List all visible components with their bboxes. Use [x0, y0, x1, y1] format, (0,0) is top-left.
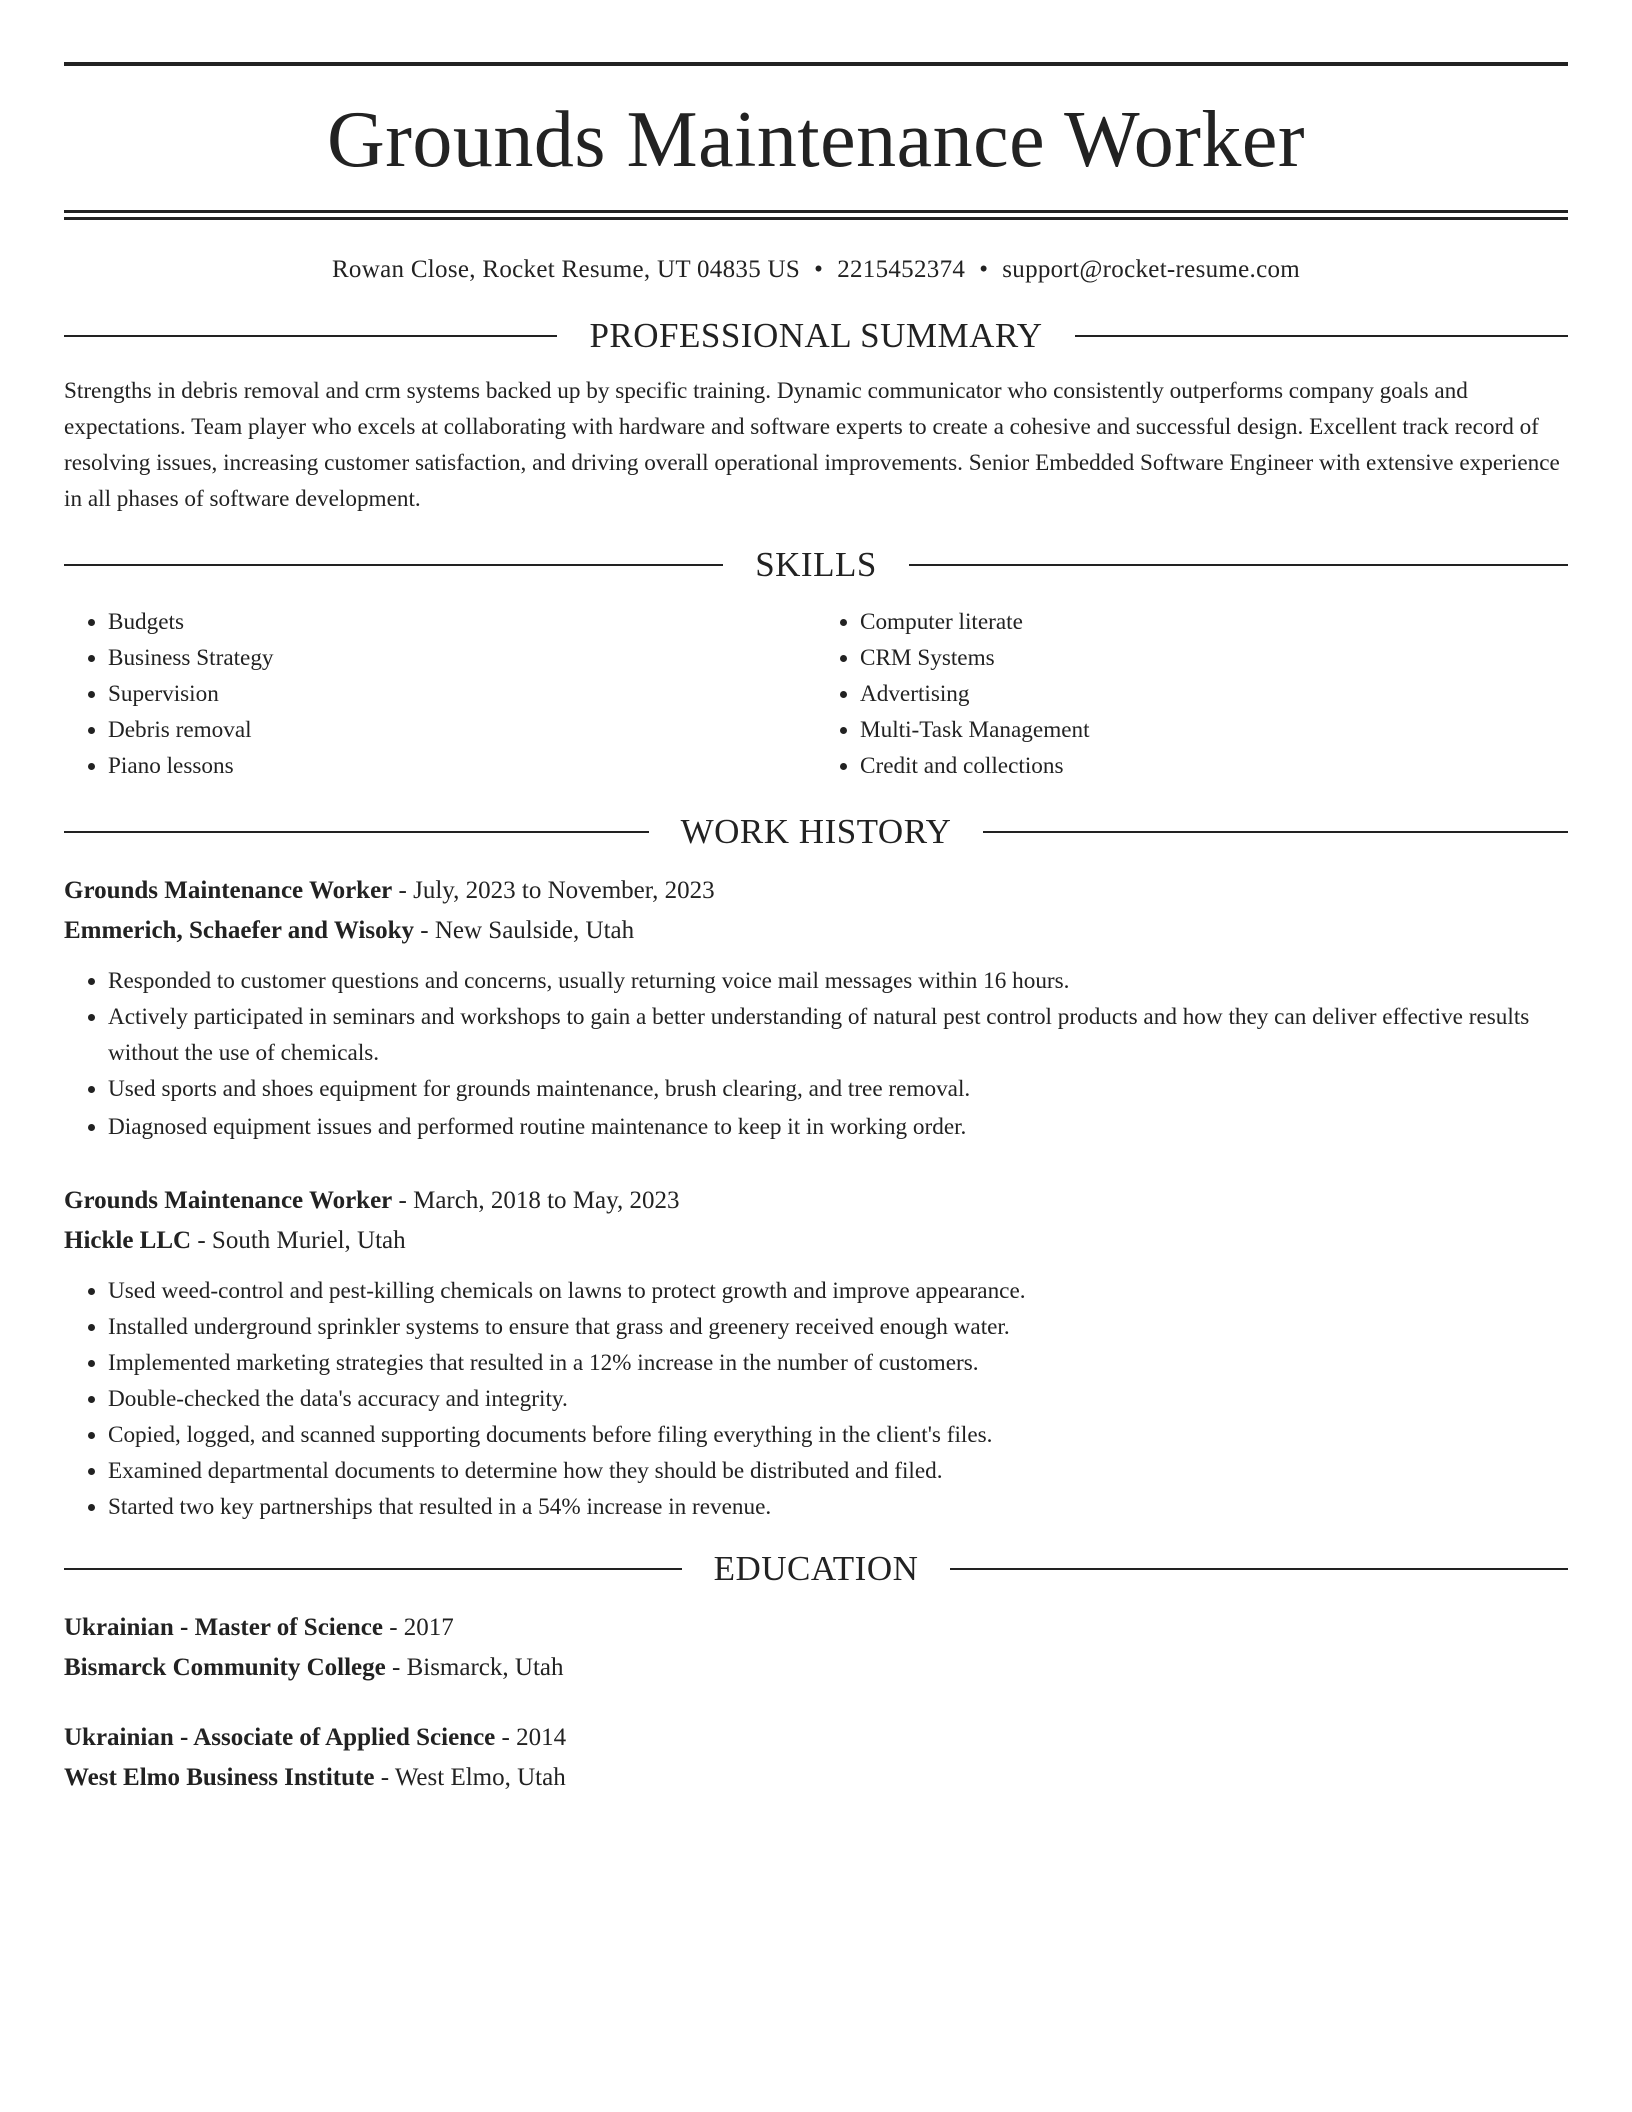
- summary-text: Strengths in debris removal and crm systems backed up by specific training. Dynamic communicator who consistently outperforms company goals and expectations. Team player who excels at collaborating with hardware and software experts to create a cohesive and successful design. Excellent track record of resolving issues, increasing customer satisfaction, and driving overall operational improvements. Senior Embedded Software Engineer with extensive experience in all phases of software development.: [64, 378, 1560, 512]
- job-bullet: • Copied, logged, and scanned supporting documents before filing everything in the client's files.: [108, 1417, 1568, 1453]
- job-bullets: [64, 1273, 1568, 1525]
- title-double-rule: [64, 210, 1568, 220]
- top-rule: [64, 62, 1568, 66]
- contact-email: support@rocket-resume.com: [1002, 256, 1301, 283]
- job-company: Emmerich, Schaefer and Wisoky: [64, 917, 415, 944]
- job-dates: - July, 2023 to November, 2023: [392, 877, 715, 904]
- skill-item: • Advertising: [860, 676, 1568, 712]
- skills-column-left: [64, 604, 816, 784]
- job-entry: [64, 871, 1568, 1145]
- section-header-work: [64, 814, 1568, 849]
- section-rule: [909, 564, 1568, 566]
- section-header-education: [64, 1551, 1568, 1586]
- section-title-work: WORK HISTORY: [680, 812, 952, 851]
- contact-separator: •: [979, 256, 989, 283]
- section-rule: [64, 1568, 682, 1570]
- skill-item: • Piano lessons: [108, 748, 816, 784]
- section-rule: [64, 564, 723, 566]
- job-bullet: • Used weed-control and pest-killing chemicals on lawns to protect growth and improve appearance.: [108, 1273, 1568, 1309]
- section-header-skills: [64, 547, 1568, 582]
- education-location: - Bismarck, Utah: [385, 1654, 564, 1681]
- section-rule: [983, 831, 1568, 833]
- skill-item: • Credit and collections: [860, 748, 1568, 784]
- job-bullet: • Installed underground sprinkler systems to ensure that grass and greenery received enough water.: [108, 1309, 1568, 1345]
- job-bullets: [64, 963, 1568, 1145]
- job-location: - New Saulside, Utah: [414, 917, 635, 944]
- education-school: West Elmo Business Institute: [64, 1764, 375, 1791]
- education-entry: [64, 1718, 1568, 1798]
- job-company: Hickle LLC: [64, 1227, 192, 1254]
- job-title-line: [64, 1181, 1568, 1221]
- job-bullet: • Examined departmental documents to determine how they should be distributed and filed.: [108, 1453, 1568, 1489]
- education-degree-line: [64, 1608, 1568, 1648]
- skill-item: • Computer literate: [860, 604, 1568, 640]
- job-bullet: • Started two key partnerships that resulted in a 54% increase in revenue.: [108, 1489, 1568, 1525]
- education-school: Bismarck Community College: [64, 1654, 386, 1681]
- skills-list: [64, 604, 1568, 784]
- job-bullet: • Diagnosed equipment issues and performed routine maintenance to keep it in working order.: [108, 1109, 1568, 1145]
- education-degree: Ukrainian - Master of Science: [64, 1614, 383, 1641]
- section-title-summary: PROFESSIONAL SUMMARY: [589, 316, 1043, 355]
- education-entry: [64, 1608, 1568, 1688]
- education-year: - 2017: [382, 1614, 454, 1641]
- education-school-line: [64, 1648, 1568, 1688]
- skill-item: • CRM Systems: [860, 640, 1568, 676]
- skill-item: • Budgets: [108, 604, 816, 640]
- resume-title: Grounds Maintenance Worker: [326, 96, 1306, 184]
- education-location: - West Elmo, Utah: [374, 1764, 566, 1791]
- section-rule: [1075, 335, 1568, 337]
- job-title: Grounds Maintenance Worker: [64, 877, 393, 904]
- job-bullet: • Responded to customer questions and concerns, usually returning voice mail messages within 16 hours.: [108, 963, 1568, 999]
- skill-item: • Supervision: [108, 676, 816, 712]
- skill-item: • Multi-Task Management: [860, 712, 1568, 748]
- contact-line: [64, 256, 1568, 284]
- section-title-education: EDUCATION: [713, 1549, 919, 1588]
- job-company-line: [64, 1221, 1568, 1261]
- job-entry: [64, 1181, 1568, 1525]
- education-degree: Ukrainian - Associate of Applied Science: [64, 1724, 496, 1751]
- job-location: - South Muriel, Utah: [191, 1227, 406, 1254]
- education-school-line: [64, 1758, 1568, 1798]
- education-year: - 2014: [495, 1724, 567, 1751]
- contact-separator: •: [814, 256, 824, 283]
- job-title: Grounds Maintenance Worker: [64, 1187, 393, 1214]
- job-title-line: [64, 871, 1568, 911]
- contact-phone: 2215452374: [837, 256, 966, 283]
- section-header-summary: [64, 318, 1568, 353]
- section-rule: [950, 1568, 1568, 1570]
- skill-item: • Business Strategy: [108, 640, 816, 676]
- contact-address: Rowan Close, Rocket Resume, UT 04835 US: [331, 256, 801, 283]
- job-dates: - March, 2018 to May, 2023: [392, 1187, 680, 1214]
- job-bullet: • Actively participated in seminars and workshops to gain a better understanding of natural pest control products and how they can deliver effective results without the use of chemicals.: [108, 999, 1568, 1071]
- job-bullet: • Used sports and shoes equipment for grounds maintenance, brush clearing, and tree removal.: [108, 1071, 1568, 1107]
- section-rule: [64, 831, 649, 833]
- job-bullet: • Implemented marketing strategies that resulted in a 12% increase in the number of customers.: [108, 1345, 1568, 1381]
- section-title-skills: SKILLS: [755, 545, 877, 584]
- education-degree-line: [64, 1718, 1568, 1758]
- job-bullet: • Double-checked the data's accuracy and integrity.: [108, 1381, 1568, 1417]
- job-company-line: [64, 911, 1568, 951]
- skills-column-right: [816, 604, 1568, 784]
- skill-item: • Debris removal: [108, 712, 816, 748]
- section-rule: [64, 335, 557, 337]
